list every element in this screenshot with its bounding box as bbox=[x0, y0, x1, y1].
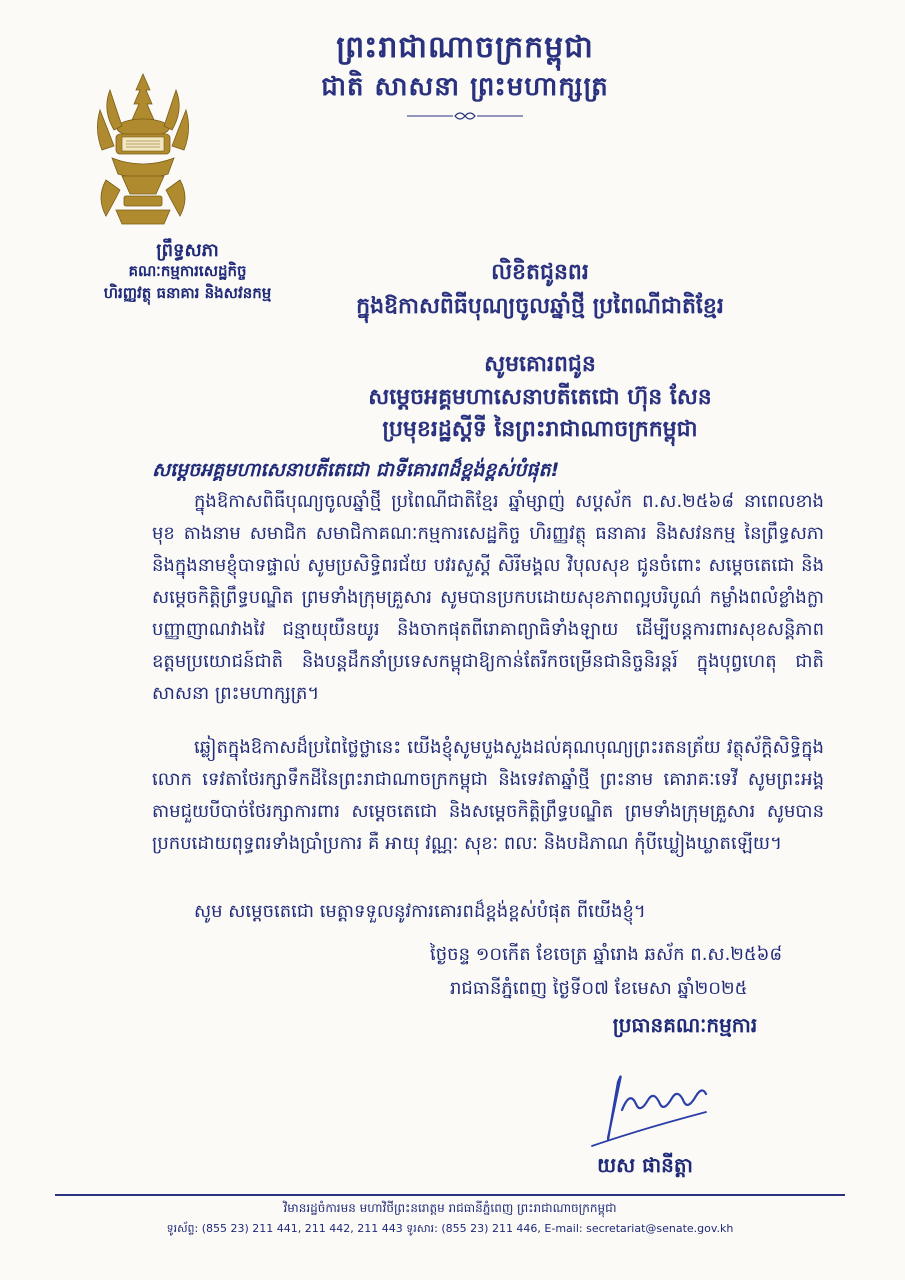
commission-scope: ហិរញ្ញវត្ថុ ធនាគារ និងសវនកម្ម bbox=[103, 284, 272, 302]
signer-role: ប្រធានគណៈកម្មការ bbox=[612, 1013, 758, 1037]
senate-emblem-icon bbox=[92, 70, 194, 230]
footer-divider bbox=[55, 1194, 845, 1196]
footer-address: វិមានរដ្ឋចំការមន មហាវិថីព្រះនរោត្តម រាជធានីភ្នំពេញ ព្រះរាជាណាចក្រកម្ពុជា bbox=[283, 1201, 617, 1215]
commission-name: គណៈកម្មការសេដ្ឋកិច្ច bbox=[128, 262, 247, 280]
body-paragraph-2: ឆ្លៀតក្នុងឱកាសដ៏ប្រពៃថ្លៃថ្លានេះ យើងខ្ញុំសូមបួងសួងដល់គុណបុណ្យព្រះរតនត្រ័យ វត្ថុស័ក្តិសិទ្ធិក្នុងលោក ទេវតាថែរក្សាទឹកដីនៃព្រះរាជាណាចក្រកម្ពុជា និងទេវតាឆ្នាំថ្មី ព្រះនាម គោរាគៈទេវី សូមព្រះអង្គតាមជួយបីបាច់ថែរក្សាការពារ សម្ដេចតេជោ និងសម្ដេចកិត្តិព្រឹទ្ធបណ្ឌិត ព្រមទាំងក្រុមគ្រួសារ សូមបានប្រកបដោយពុទ្ធពរទាំងប្រាំប្រការ គឺ អាយុ វណ្ណៈ សុខៈ ពលៈ និងបដិភាណ កុំបីឃ្លៀងឃ្លាតឡើយ។ bbox=[152, 737, 824, 854]
addressee-position: ប្រមុខរដ្ឋស្ដីទី នៃព្រះរាជាណាចក្រកម្ពុជា bbox=[382, 417, 698, 442]
senate-name: ព្រឹទ្ធសភា bbox=[156, 240, 219, 261]
addressee-name: សម្ដេចអគ្គមហាសេនាបតីតេជោ ហ៊ុន សែន bbox=[368, 385, 712, 410]
body-paragraph-3: សូម សម្ដេចតេជោ មេត្តាទទួលនូវការគោរពដ៏ខ្ពង់ខ្ពស់បំផុត ពីយើងខ្ញុំ។ bbox=[194, 901, 646, 922]
ornament-divider-icon bbox=[405, 108, 525, 124]
letter-title: លិខិតជូនពរ bbox=[491, 260, 589, 285]
solar-date: រាជធានីភ្នំពេញ ថ្ងៃទី០៧ ខែមេសា ឆ្នាំ២០២៥ bbox=[450, 978, 748, 999]
letter-occasion: ក្នុងឱកាសពិធីបុណ្យចូលឆ្នាំថ្មី ប្រពៃណីជាតិខ្មែរ bbox=[356, 294, 724, 319]
handwritten-signature-icon bbox=[578, 1060, 728, 1150]
addressee-intro: សូមគោរពជូន bbox=[484, 352, 596, 377]
signer-name: យស ផានីត្តា bbox=[597, 1153, 693, 1177]
footer-contact: ទូរស័ព្ទ: (855 23) 211 441, 211 442, 211 443 ទូរសារ: (855 23) 211 446, E-mail: secretariat@senate.gov.kh bbox=[166, 1222, 734, 1235]
body-paragraph-1: ក្នុងឱកាសពិធីបុណ្យចូលឆ្នាំថ្មី ប្រពៃណីជាតិខ្មែរ ឆ្នាំម្សាញ់ សប្តស័ក ព.ស.២៥៦៨ នាពេលខាងមុខ តាងនាម សមាជិក សមាជិកាគណៈកម្មការសេដ្ឋកិច្ច ហិរញ្ញវត្ថុ ធនាគារ និងសវនកម្ម នៃព្រឹទ្ធសភា និងក្នុងនាមខ្ញុំបាទផ្ទាល់ សូមប្រសិទ្ធិពរជ័យ បវរសួស្តី សិរីមង្គល វិបុលសុខ ជូនចំពោះ សម្ដេចតេជោ និងសម្ដេចកិត្តិព្រឹទ្ធបណ្ឌិត ព្រមទាំងក្រុមគ្រួសារ សូមបានប្រកបដោយសុខភាពល្អបរិបូណ៌ កម្លាំងពលំខ្លាំងក្លា បញ្ញាញាណវាងវៃ ជន្មាយុយឺនយូរ និងចាកផុតពីរោគាព្យាធិទាំងឡាយ ដើម្បីបន្តការពារសុខសន្តិភាព ឧត្តមប្រយោជន៍ជាតិ និងបន្តដឹកនាំប្រទេសកម្ពុជាឱ្យកាន់តែរីកចម្រើនជានិច្ចនិរន្តរ៍ ក្នុងបុព្វហេតុ ជាតិ សាសនា ព្រះមហាក្សត្រ។ bbox=[152, 491, 824, 704]
kingdom-motto-line1: ព្រះរាជាណាចក្រកម្ពុជា bbox=[336, 30, 594, 65]
kingdom-motto-line2: ជាតិ សាសនា ព្រះមហាក្សត្រ bbox=[321, 72, 609, 102]
salutation: សម្ដេចអគ្គមហាសេនាបតីតេជោ ជាទីគោរពដ៏ខ្ពង់ខ្ពស់បំផុត! bbox=[152, 459, 560, 481]
lunar-date: ថ្ងៃចន្ទ ១០កើត ខែចេត្រ ឆ្នាំរោង ឆស័ក ព.ស.២៥៦៨ bbox=[430, 944, 783, 965]
